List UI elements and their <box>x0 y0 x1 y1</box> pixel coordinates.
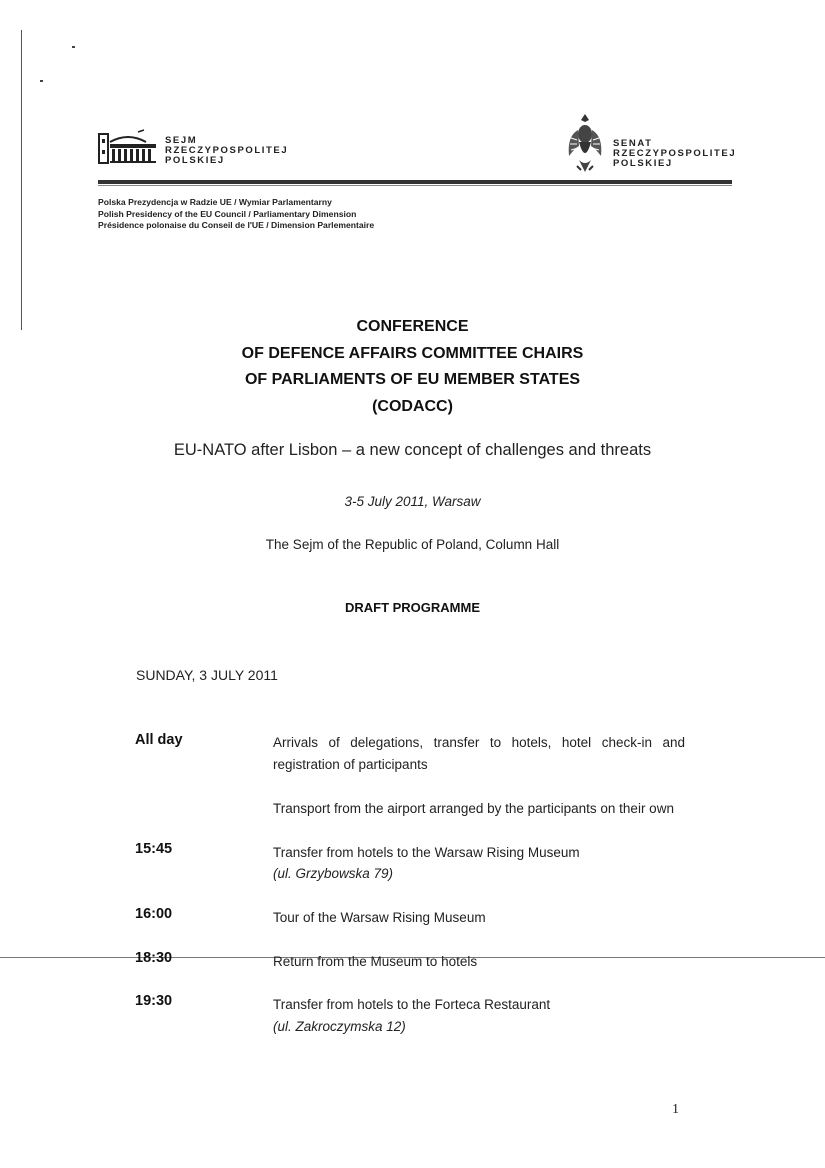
senat-logo-line: SENAT <box>613 138 653 149</box>
sejm-logo-line: POLSKIEJ <box>165 155 225 166</box>
page-number: 1 <box>672 1102 679 1117</box>
senat-logo <box>565 112 605 181</box>
row-description: Transfer from hotels to the Warsaw Rising Museum <box>273 845 580 860</box>
conference-subtitle: EU-NATO after Lisbon – a new concept of challenges and threats <box>173 441 652 459</box>
conference-date: 3-5 July 2011, Warsaw <box>344 494 481 509</box>
row-description: Transfer from hotels to the Forteca Restaurant <box>273 997 551 1012</box>
sejm-building-icon <box>98 128 160 164</box>
programme-label: DRAFT PROGRAMME <box>344 600 481 615</box>
title-line: CONFERENCE <box>356 318 469 335</box>
presidency-line-en: Polish Presidency of the EU Council / Parliamentary Dimension <box>98 208 357 219</box>
sejm-logo-line: RZECZYPOSPOLITEJ <box>165 145 289 156</box>
conference-title <box>0 314 825 420</box>
senat-logo-line: POLSKIEJ <box>613 158 673 169</box>
presidency-lines <box>98 197 374 232</box>
presidency-line-pl: Polska Prezydencja w Radzie UE / Wymiar Parlamentarny <box>98 197 332 207</box>
day-heading: SUNDAY, 3 JULY 2011 <box>136 667 278 683</box>
row-time: 16:00 <box>135 906 173 922</box>
title-line: OF PARLIAMENTS OF EU MEMBER STATES <box>244 371 581 388</box>
eagle-emblem-icon <box>565 112 605 176</box>
presidency-line-fr: Présidence polonaise du Conseil de l'UE / Dimension Parlementaire <box>98 220 375 230</box>
row-description: Arrivals of delegations, transfer to hotels, hotel check-in and registration of participants <box>273 735 685 772</box>
row-time: 15:45 <box>135 841 173 857</box>
sejm-logo <box>98 128 160 169</box>
row-description: Transport from the airport arranged by the participants on their own <box>273 801 674 816</box>
row-time: 18:30 <box>135 950 173 966</box>
scan-margin-line <box>21 30 22 330</box>
title-line: OF DEFENCE AFFAIRS COMMITTEE CHAIRS <box>241 344 584 362</box>
row-note: (ul. Grzybowska 79) <box>273 866 394 881</box>
header-rule <box>98 180 732 184</box>
title-line: (CODACC) <box>372 397 453 415</box>
row-description: Tour of the Warsaw Rising Museum <box>273 910 486 925</box>
sejm-logo-line: SEJM <box>165 135 198 146</box>
header-rule-thin <box>98 185 732 186</box>
row-note: (ul. Zakroczymska 12) <box>273 1019 406 1034</box>
senat-logo-line: RZECZYPOSPOLITEJ <box>613 148 737 159</box>
senat-logo-text <box>613 139 736 169</box>
row-time: 19:30 <box>135 993 173 1009</box>
scan-speck <box>40 80 43 82</box>
sejm-logo-text <box>165 136 288 166</box>
row-description: Return from the Museum to hotels <box>273 954 478 969</box>
scan-speck <box>72 46 75 48</box>
row-time: All day <box>135 732 183 748</box>
conference-venue: The Sejm of the Republic of Poland, Column Hall <box>265 537 560 552</box>
